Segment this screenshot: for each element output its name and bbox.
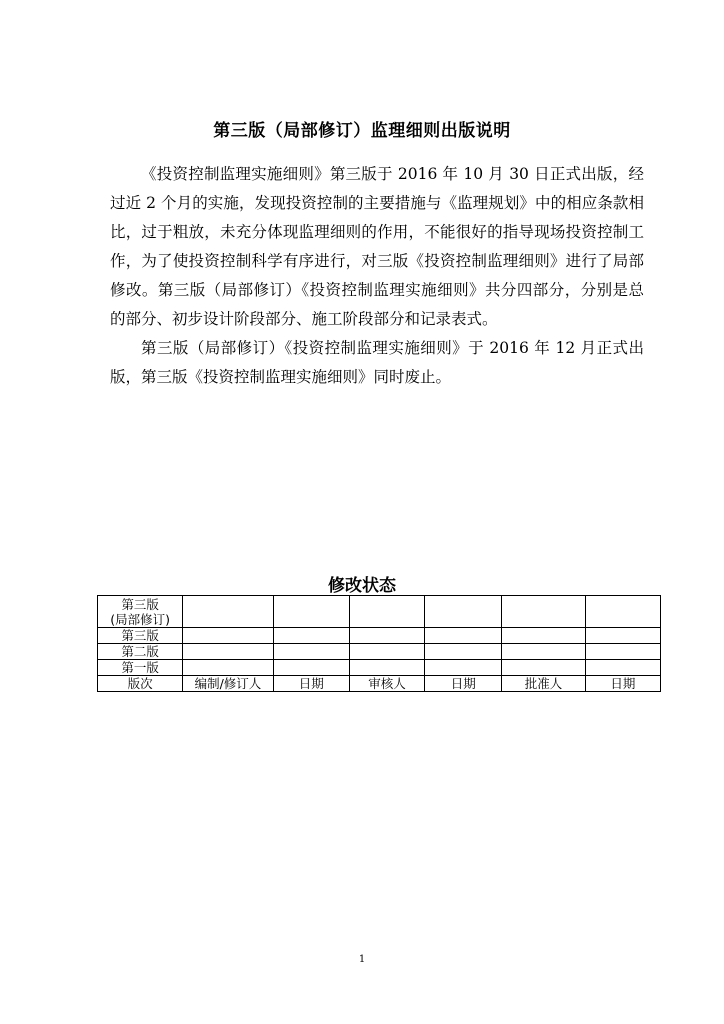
- table-row: [98, 628, 661, 644]
- table-cell: [273, 644, 349, 660]
- header-cell-approver: 批准人: [502, 676, 585, 692]
- row-label: 第三版: [98, 628, 183, 644]
- table-cell: [502, 660, 585, 676]
- page-title: 第三版（局部修订）监理细则出版说明: [213, 121, 511, 141]
- table-cell: [502, 628, 585, 644]
- table-cell: [425, 644, 502, 660]
- header-cell-version: 版次: [98, 676, 183, 692]
- table-cell: [273, 660, 349, 676]
- revision-status-title: 修改状态: [328, 576, 396, 596]
- row-label: 第三版 (局部修订): [98, 596, 183, 628]
- paragraph-2: 第三版（局部修订）《投资控制监理实施细则》于 2016 年 12 月正式出版，第三版《投资控制监理实施细则》同时废止。: [110, 339, 644, 386]
- table-cell: [273, 628, 349, 644]
- paragraph-1: 《投资控制监理实施细则》第三版于 2016 年 10 月 30 日正式出版，经过近 2 个月的实施，发现投资控制的主要措施与《监理规划》中的相应条款相比，过于粗放，未充分体现监理细则的作用，不能很好的指导现场投资控制工作，为了使投资控制科学有序进行，对三版《投资控制监理细则》进行了局部修改。第三版（局部修订）《投资控制监理实施细则》共分四部分，分别是总的部分、初步设计阶段部分、施工阶段部分和记录表式。: [110, 165, 644, 328]
- table-cell: [349, 644, 424, 660]
- table-cell: [502, 644, 585, 660]
- table-cell: [585, 596, 660, 628]
- table-cell: [183, 660, 273, 676]
- table-row: [98, 596, 661, 628]
- header-cell-date: 日期: [425, 676, 502, 692]
- table-row: [98, 660, 661, 676]
- table-cell: [349, 628, 424, 644]
- table-cell: [425, 660, 502, 676]
- header-cell-reviewer: 审核人: [349, 676, 424, 692]
- revision-status-table: [97, 595, 661, 692]
- body-text: [110, 160, 644, 392]
- table-cell: [183, 628, 273, 644]
- table-row: [98, 644, 661, 660]
- table-cell: [183, 596, 273, 628]
- table-cell: [183, 644, 273, 660]
- table-cell: [425, 596, 502, 628]
- table-cell: [585, 660, 660, 676]
- row-label: 第二版: [98, 644, 183, 660]
- table-cell: [502, 596, 585, 628]
- table-cell: [585, 644, 660, 660]
- table-cell: [349, 596, 424, 628]
- row-label: 第一版: [98, 660, 183, 676]
- table-cell: [425, 628, 502, 644]
- table-cell: [349, 660, 424, 676]
- page-number: 1: [358, 954, 366, 965]
- header-cell-author: 编制/修订人: [183, 676, 273, 692]
- table-cell: [585, 628, 660, 644]
- table-cell: [273, 596, 349, 628]
- header-cell-date: 日期: [273, 676, 349, 692]
- header-cell-date: 日期: [585, 676, 660, 692]
- table-header-row: [98, 676, 661, 692]
